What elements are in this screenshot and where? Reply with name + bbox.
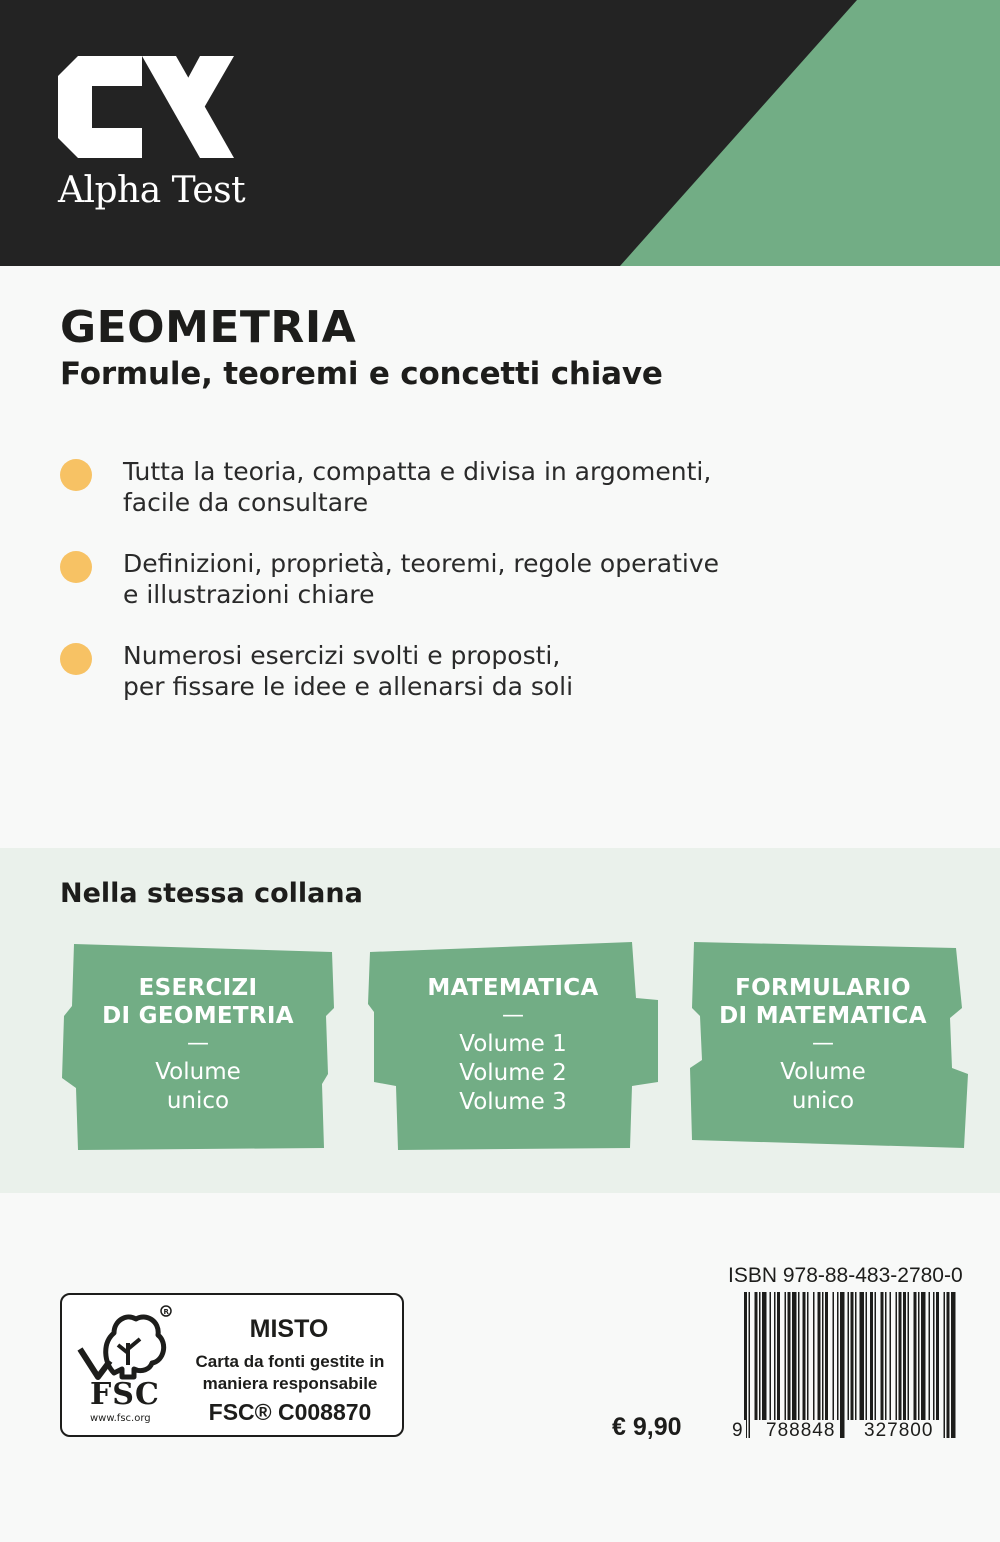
card-dash: — [502, 1003, 524, 1028]
barcode-icon [730, 1292, 958, 1438]
barcode-bar [933, 1292, 935, 1420]
card-volume: Volume 1 [459, 1031, 567, 1057]
barcode-bar [944, 1292, 946, 1438]
card-volume: Volume [155, 1059, 241, 1085]
barcode-bar [903, 1292, 906, 1420]
card-volume: unico [791, 1088, 855, 1114]
barcode-bar [807, 1292, 809, 1420]
barcode-bar [833, 1292, 835, 1420]
alpha-test-logo-icon [58, 56, 234, 158]
bullet-dot-icon [60, 551, 92, 583]
barcode-bar [881, 1292, 884, 1420]
card-volume: unico [166, 1088, 230, 1114]
card-title: MATEMATICA [427, 975, 599, 1001]
barcode-bar [921, 1292, 926, 1420]
barcode-bar [762, 1292, 767, 1420]
barcode-bar [792, 1292, 797, 1420]
barcode-bar [860, 1292, 865, 1420]
svg-text:R: R [163, 1308, 169, 1316]
bullet-dot-icon [60, 459, 92, 491]
fsc-label-type: MISTO [249, 1315, 329, 1343]
barcode-bar [825, 1292, 828, 1420]
feature-item [60, 548, 780, 610]
barcode-digits-right: 327800 [864, 1420, 934, 1441]
feature-line: Numerosi esercizi svolti e proposti, [123, 641, 561, 670]
card-title: FORMULARIO [735, 975, 911, 1001]
barcode-bar [890, 1292, 892, 1420]
card-title: DI GEOMETRIA [102, 1003, 294, 1029]
barcode-bar [837, 1292, 839, 1420]
feature-line: e illustrazioni chiare [123, 580, 375, 609]
barcode-bar [851, 1292, 854, 1420]
card-volume: Volume 2 [459, 1060, 567, 1086]
feature-line: per fissare le idee e allenarsi da soli [123, 672, 574, 701]
barcode-bar [908, 1292, 910, 1420]
barcode-bar [899, 1292, 902, 1420]
barcode-bar [770, 1292, 772, 1420]
barcode-bar [855, 1292, 857, 1420]
barcode-bar [840, 1292, 845, 1438]
barcode-bar [813, 1292, 815, 1420]
series-title: Nella stessa collana [60, 878, 363, 909]
series-card-esercizi [60, 938, 336, 1156]
card-dash: — [812, 1031, 834, 1056]
feature-item [60, 456, 780, 518]
barcode-digit-first: 9 [732, 1420, 744, 1441]
barcode-bar [749, 1292, 751, 1438]
card-content [366, 974, 660, 1117]
fsc-code: FSC® C008870 [208, 1399, 372, 1425]
series-card-formulario [688, 938, 970, 1156]
fsc-url: www.fsc.org [90, 1413, 151, 1424]
barcode-bar [822, 1292, 824, 1420]
barcode-bar [798, 1292, 800, 1420]
barcode-bar [788, 1292, 791, 1420]
fsc-description-line: Carta da fonti gestite in [195, 1352, 385, 1371]
fsc-label [60, 1293, 404, 1437]
barcode-bar [803, 1292, 806, 1420]
barcode-bar [929, 1292, 931, 1420]
brand-name: Alpha Test [58, 170, 246, 211]
barcode-bar [875, 1292, 877, 1420]
card-title: DI MATEMATICA [719, 1003, 927, 1029]
barcode-digits-left: 788848 [766, 1420, 836, 1441]
fsc-tree-icon [74, 1303, 174, 1383]
price: € 9,90 [612, 1413, 682, 1441]
feature-list [60, 456, 780, 732]
bullet-dot-icon [60, 643, 92, 675]
feature-line: facile da consultare [123, 488, 369, 517]
fsc-description [180, 1351, 400, 1395]
isbn-text: ISBN 978-88-483-2780-0 [728, 1264, 963, 1287]
barcode-bar [866, 1292, 868, 1420]
barcode-bar [744, 1292, 747, 1438]
card-content [682, 974, 964, 1116]
barcode-bar [818, 1292, 821, 1420]
card-title: ESERCIZI [138, 975, 258, 1001]
barcode-bar [870, 1292, 873, 1420]
barcode-bar [885, 1292, 887, 1420]
card-content [60, 974, 336, 1116]
barcode-bar [755, 1292, 758, 1420]
book-subtitle: Formule, teoremi e concetti chiave [60, 356, 663, 392]
barcode-bar [785, 1292, 787, 1420]
barcode-bar [759, 1292, 761, 1420]
card-volume: Volume [780, 1059, 866, 1085]
fsc-description-line: maniera responsabile [202, 1374, 378, 1393]
feature-line: Definizioni, proprietà, teoremi, regole operative [123, 549, 719, 578]
book-title: GEOMETRIA [60, 302, 357, 353]
barcode-bar [947, 1292, 950, 1438]
barcode-bar [848, 1292, 850, 1420]
feature-item [60, 640, 780, 702]
barcode-bar [936, 1292, 939, 1420]
barcode-bar [777, 1292, 780, 1420]
series-card-matematica [366, 938, 660, 1156]
header-band [0, 0, 1000, 266]
feature-line: Tutta la teoria, compatta e divisa in argomenti, [123, 457, 712, 486]
barcode-bar [918, 1292, 920, 1420]
card-dash: — [187, 1031, 209, 1056]
barcode-bar [896, 1292, 898, 1420]
card-volume: Volume 3 [459, 1089, 567, 1115]
fsc-logo-word: FSC [90, 1377, 160, 1412]
barcode-bar [774, 1292, 776, 1420]
barcode-bar [914, 1292, 917, 1420]
barcode-bar [951, 1292, 956, 1438]
